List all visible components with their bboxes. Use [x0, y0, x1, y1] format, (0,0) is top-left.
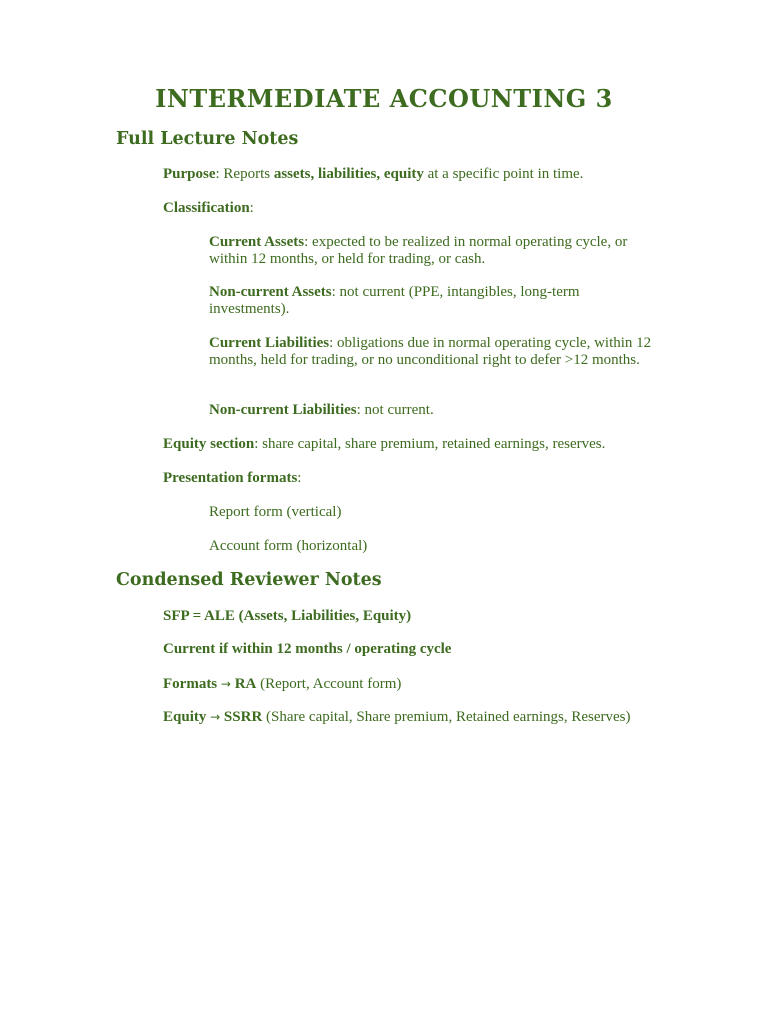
classification-paragraph [163, 200, 663, 217]
section-heading-full-lecture: Full Lecture Notes [116, 129, 299, 149]
current-assets-paragraph [209, 234, 655, 268]
equity-code: SSRR [223, 709, 263, 725]
right-arrow-icon: → [220, 677, 231, 691]
right-arrow-icon: → [210, 710, 221, 724]
equity-section-text: : share capital, share premium, retained earnings, reserves. [254, 436, 606, 452]
noncurrent-assets-text: : not current (PPE, intangibles, long-term investments). [209, 284, 580, 317]
current-assets-label: Current Assets [209, 234, 305, 250]
report-form-item: Report form (vertical) [209, 504, 342, 520]
formats-text: (Report, Account form) [256, 676, 402, 692]
formats-label: Formats [163, 676, 218, 692]
current-rule-text: Current if within 12 months / operating cycle [163, 641, 452, 657]
purpose-emphasis: assets, liabilities, equity [273, 166, 424, 182]
noncurrent-liabilities-label: Non-current Liabilities [209, 402, 357, 418]
formats-code: RA [234, 676, 257, 692]
equity-section-label: Equity section [163, 436, 255, 452]
purpose-text-post: at a specific point in time. [423, 166, 584, 182]
section-heading-condensed: Condensed Reviewer Notes [116, 570, 382, 590]
noncurrent-assets-paragraph [209, 284, 655, 318]
purpose-label: Purpose [163, 166, 216, 182]
noncurrent-liabilities-text: : not current. [356, 402, 434, 418]
current-liabilities-text: : obligations due in normal operating cycle, within 12 months, held for trading, or no unconditional right to defer >12 months. [209, 335, 652, 368]
classification-suffix: : [249, 200, 254, 216]
equity-paragraph [163, 709, 663, 726]
document-title: INTERMEDIATE ACCOUNTING 3 [155, 84, 613, 113]
current-liabilities-label: Current Liabilities [209, 335, 330, 351]
equity-section-paragraph [163, 436, 663, 453]
formats-paragraph [163, 676, 663, 693]
noncurrent-assets-label: Non-current Assets [209, 284, 332, 300]
current-assets-text: : expected to be realized in normal operating cycle, or within 12 months, or held for trading, or cash. [209, 234, 628, 267]
current-rule-paragraph [163, 641, 663, 658]
current-liabilities-paragraph [209, 335, 655, 369]
sfp-text: SFP = ALE (Assets, Liabilities, Equity) [163, 608, 412, 624]
presentation-formats-paragraph [163, 470, 663, 487]
account-form-item: Account form (horizontal) [209, 538, 368, 554]
purpose-text-pre: : Reports [215, 166, 274, 182]
presentation-formats-suffix: : [297, 470, 302, 486]
purpose-paragraph [163, 166, 663, 183]
noncurrent-liabilities-paragraph [209, 402, 655, 419]
equity-label: Equity [163, 709, 207, 725]
presentation-formats-label: Presentation formats [163, 470, 298, 486]
classification-label: Classification [163, 200, 250, 216]
sfp-paragraph [163, 608, 663, 625]
equity-text: (Share capital, Share premium, Retained earnings, Reserves) [262, 709, 631, 725]
